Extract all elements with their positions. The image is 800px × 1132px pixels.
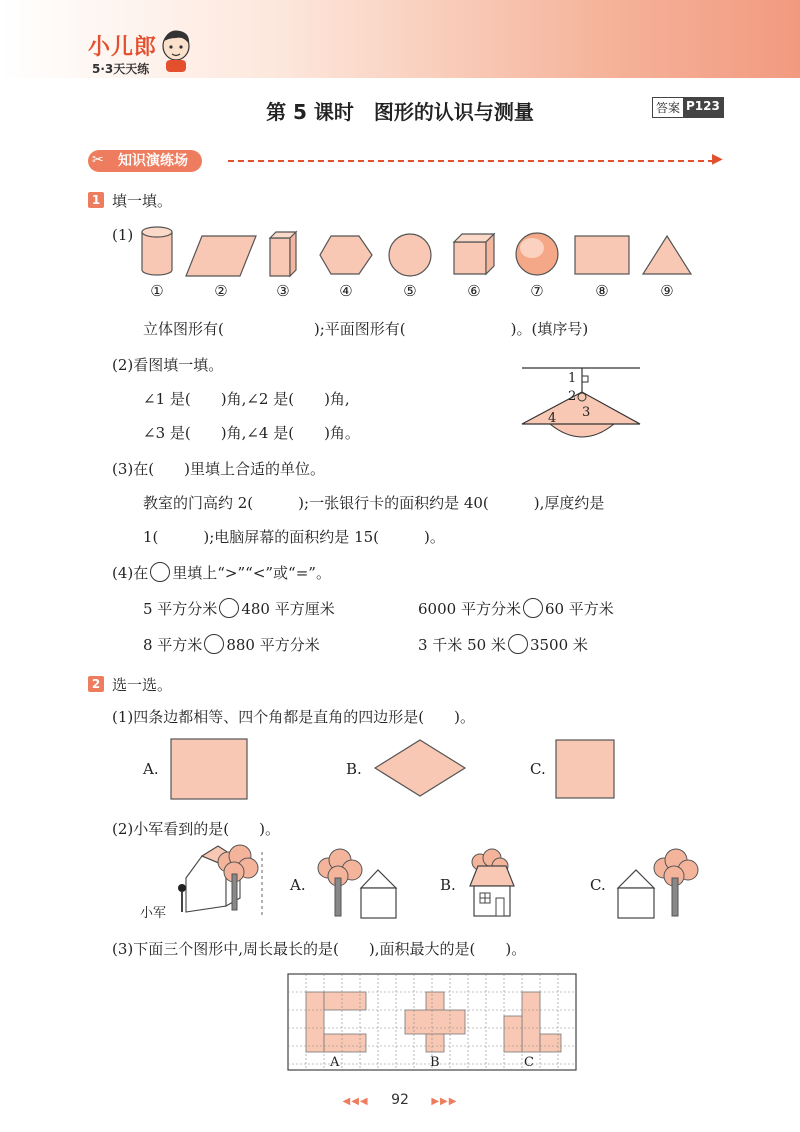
unit-question-1: 教室的门高约 2( );一张银行卡的面积约是 40( ),厚度约是 bbox=[143, 494, 605, 512]
page-title: 第 5 课时 图形的认识与测量 bbox=[266, 100, 534, 124]
shape-label: ⑥ bbox=[467, 282, 481, 300]
person-label: 小军 bbox=[140, 906, 167, 921]
compare-right: 480 平方厘米 bbox=[241, 600, 335, 618]
answer-line: 立体图形有( );平面图形有( )。(填序号) bbox=[143, 320, 589, 338]
shape-label: ② bbox=[214, 282, 228, 300]
grid-label-c: C bbox=[524, 1055, 534, 1070]
angle-question-1: ∠1 是( )角,∠2 是( )角, bbox=[143, 390, 350, 408]
angle-label: 4 bbox=[548, 411, 557, 426]
option-c[interactable]: C. bbox=[530, 760, 546, 778]
shape-label: ⑤ bbox=[403, 282, 417, 300]
page-number: 92 bbox=[391, 1092, 409, 1108]
grid-label-b: B bbox=[430, 1055, 440, 1070]
question-number: 2 bbox=[88, 676, 104, 692]
angle-label: 1 bbox=[568, 371, 577, 386]
part-label: (3)在( )里填上合适的单位。 bbox=[112, 460, 325, 478]
logo-subtitle: 5·3天天练 bbox=[92, 62, 150, 76]
option-a[interactable]: A. bbox=[290, 876, 306, 894]
right-arrows-icon: ▶▶▶ bbox=[431, 1096, 458, 1107]
compare-right: 60 平方米 bbox=[544, 600, 614, 618]
shape-c bbox=[522, 992, 540, 1052]
part-label: (1) bbox=[112, 226, 134, 244]
answer-page: P123 bbox=[683, 98, 723, 117]
arrow-head-icon: ▶ bbox=[712, 151, 723, 167]
angle-label: 2 bbox=[568, 389, 577, 404]
shape-label: ④ bbox=[339, 282, 353, 300]
scissors-icon: ✂ bbox=[92, 152, 104, 168]
compare-right: 880 平方分米 bbox=[226, 636, 320, 654]
left-arrows-icon: ◀◀◀ bbox=[342, 1096, 369, 1107]
compare-left: 8 平方米 bbox=[143, 636, 203, 654]
compare-right: 3500 米 bbox=[529, 636, 588, 654]
angle-label: 3 bbox=[582, 405, 591, 420]
compare-left: 5 平方分米 bbox=[143, 600, 218, 618]
compare-left: 3 千米 50 米 bbox=[418, 636, 506, 654]
section-label: 知识演练场 bbox=[88, 150, 202, 172]
compare-left: 6000 平方分米 bbox=[418, 600, 521, 618]
answer-label: 答案 bbox=[653, 98, 683, 117]
question-number: 1 bbox=[88, 192, 104, 208]
option-b[interactable]: B. bbox=[440, 876, 456, 894]
page-footer bbox=[0, 1092, 800, 1108]
option-c[interactable]: C. bbox=[590, 876, 606, 894]
part-label-pre: (4)在 bbox=[112, 564, 149, 582]
question-title: 选一选。 bbox=[112, 676, 173, 694]
logo: 小儿郎 bbox=[88, 35, 158, 60]
option-b[interactable]: B. bbox=[346, 760, 362, 778]
shape-a bbox=[306, 992, 324, 1052]
part-label: (2)小军看到的是( )。 bbox=[112, 820, 280, 838]
part-label-post: 里填上“>”“<”或“=”。 bbox=[172, 564, 331, 582]
shape-label: ① bbox=[150, 282, 164, 300]
angle-question-2: ∠3 是( )角,∠4 是( )角。 bbox=[143, 424, 360, 442]
shape-label: ⑧ bbox=[595, 282, 609, 300]
shape-label: ③ bbox=[276, 282, 290, 300]
part-label: (2)看图填一填。 bbox=[112, 356, 224, 374]
unit-question-2: 1( );电脑屏幕的面积约是 15( )。 bbox=[143, 528, 445, 546]
shape-label: ⑨ bbox=[660, 282, 674, 300]
option-a[interactable]: A. bbox=[143, 760, 159, 778]
question-title: 填一填。 bbox=[112, 192, 173, 210]
grid-label-a: A bbox=[330, 1055, 340, 1070]
shape-label: ⑦ bbox=[530, 282, 544, 300]
part-label: (3)下面三个图形中,周长最长的是( ),面积最大的是( )。 bbox=[112, 940, 527, 958]
part-label: (1)四条边都相等、四个角都是直角的四边形是( )。 bbox=[112, 708, 475, 726]
